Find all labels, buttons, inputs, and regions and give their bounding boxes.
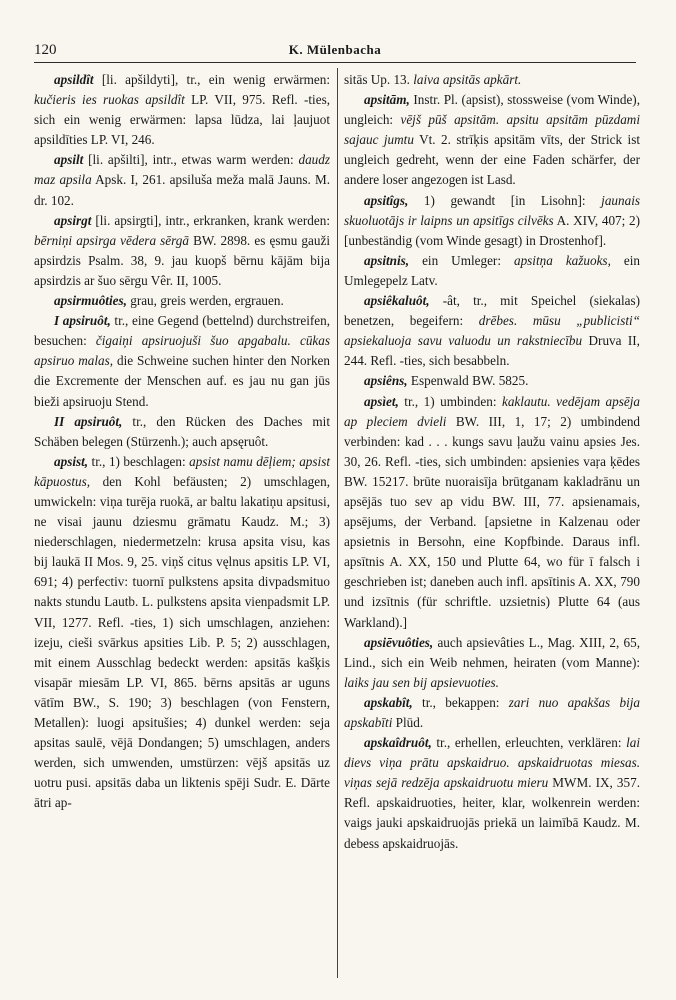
entry-text: ein Umlegepelz Latv. bbox=[344, 252, 640, 288]
example-text: laiva apsitās apkārt. bbox=[413, 72, 522, 87]
headword: apsist, bbox=[54, 453, 89, 469]
entry-text: Druva II, 244. Refl. -ties, sich besabbeln. bbox=[344, 333, 640, 369]
entry-text: BW. III, 1, 17; 2) umbindend verbinden: kad . . . kungs savu ļaužu vainu apsies Jes. 30, 26. Refl. -ties, sich umbinden: apsienies vaŗa ķēdes BW. 15217. brūte nuoraisīja brūtganam kakladrānu un apsējās tuo sev ap vidu BW. III, 77. apsienamais, apsējums, der Verband. [apsietne in Kalzenau oder apsietnis in Bersohn, eine Kopfbinde. Daraus infl. apsītnis A. XX, 150 und Plutte 64, wo für ī falsch i geschrieben ist; daneben auch infl. apsītinis A. XX, 790 und izsītnis (für schriftle. uzsietnis) Plutte 64 (aus Warkland).] bbox=[344, 413, 641, 630]
headword: II apsiruôt, bbox=[54, 413, 123, 429]
example-text: čigaiņi apsiruojuši šuo apgabalu. cūkas apsiruo malas, bbox=[34, 333, 331, 369]
page-header bbox=[34, 42, 636, 63]
example-text: kaklautu. vedējam apsēja ap pleciem dvieli bbox=[344, 393, 640, 429]
entry-text: 1) gewandt [in Lisohn]: bbox=[408, 192, 602, 208]
entry-text: ein Umleger: bbox=[409, 252, 514, 268]
entry-text: tr., 1) beschlagen: bbox=[88, 453, 190, 469]
dictionary-entry bbox=[344, 90, 640, 190]
dictionary-entry bbox=[344, 633, 640, 693]
entry-text: Plūd. bbox=[392, 715, 424, 730]
entry-text: BW. 2898. es ęsmu gauži apsirdzis Psalm. 38, 9. jau kuopš bērnu kājām bija apsirdzis ar šuo sērgu Vêr. II, 1005. bbox=[34, 232, 330, 288]
entry-text: tr., bekappen: bbox=[412, 694, 509, 710]
dictionary-entry bbox=[34, 311, 330, 411]
dictionary-entry bbox=[344, 291, 640, 371]
headword: apsirmuôties, bbox=[54, 293, 127, 309]
example-text: laiks jau sen bij apsievuoties. bbox=[344, 674, 499, 690]
example-text: drēbes. mūsu „publicisti“ apsiekaluoja savu valuodu un rakstniecību bbox=[344, 313, 640, 349]
headword: apsiēvuôties, bbox=[364, 634, 434, 650]
page-number: 120 bbox=[34, 42, 57, 58]
dictionary-entry bbox=[34, 70, 330, 150]
entry-text: [li. apšilti], intr., etwas warm werden: bbox=[83, 152, 299, 168]
example-text: vējš pūš apsitām. apsitu apsitām pūzdami sajauc jumtu bbox=[344, 112, 640, 148]
entry-text: -ât, tr., mit Speichel (siekalas) benetzen, begeifern: bbox=[344, 293, 640, 329]
dictionary-entry bbox=[344, 191, 640, 251]
running-head: K. Mülenbacha bbox=[288, 42, 382, 57]
entry-text: grau, greis werden, ergrauen. bbox=[126, 293, 284, 309]
headword: I apsiruôt, bbox=[54, 313, 111, 329]
dictionary-entry bbox=[344, 693, 640, 733]
entry-text: MWM. IX, 357. Refl. apskaidruoties, heiter, klar, wolkenrein werden: vaigs jauki apskaidruojās priekā un laimībā Kaudz. M. debess apskaidruojās. bbox=[344, 775, 640, 851]
entry-text: die Schweine suchen hinter den Norken die Excremente der Menschen auf. es jau nu gan jūs bieži apsiruoju Stend. bbox=[34, 353, 330, 409]
dictionary-entry bbox=[344, 70, 640, 90]
example-text: lai dievs viņa prātu apskaidruo. apskaidruotas miesas. viņas sejā redzēja apskaidruotu mieru bbox=[344, 735, 640, 791]
entry-text: den Kohl befäusten; 2) umschlagen, umwickeln: viņa turēja ruokā, ar baltu lakatiņu apsitusi, ne visai jaunu dziesmu grāmatu Kaudz. M.; 3) niederschlagen, niedermetzeln: krusa apsita visu, kas bij laukā II Mos. 9, 25. viņš citus vęlnus apsitis LP. VI, 691; 4) perfectiv: tuornī pulkstens apsita divpadsmituo nakts stundu Lautb. L. pulkstens apsita vienpadsmit LP. VII, 1277. Refl. -ties, 1) sich umschlagen, anziehen: izeju, cieši svārkus apsities Lib. P. 5; 2) ausschlagen, mit einem Ausschlag bedeckt werden: apsitās kašķis visapār miesām LP. VI, 865. bērns apsitās ar uguns vātīm BW., S. 190; 3) beschlagen (von Fenstern, Metallen): luogi apsitušies; 4) dunkel werden: seja apsitas saulē, vējā Dondangen; 5) umschlagen, anders werden, sich umwenden, umstürzen: vējš apsitās uz uotru pusi. apsitās daba un liktenis spēji Sudr. E. Dārte ātri ap- bbox=[34, 473, 330, 811]
entry-text: LP. VII, 975. Refl. -ties, sich ein wenig erwärmen: lapsa lūdza, lai ļaujuot apsildīties LP. VI, 246. bbox=[34, 92, 330, 148]
entry-text: tr., erhellen, erleuchten, verklären: bbox=[431, 735, 627, 751]
entry-text: tr., 1) umbinden: bbox=[398, 393, 502, 409]
headword: apsiêkaluôt, bbox=[364, 293, 430, 309]
example-text: apsist namu dēļiem; apsist kāpuostus, bbox=[34, 453, 330, 489]
headword: apsildît bbox=[54, 72, 94, 87]
example-text: jaunais skuoluotājs ir laipns un apsitīgs cilvēks bbox=[344, 192, 640, 228]
headword: apsitām, bbox=[364, 92, 410, 108]
entry-text: sitās Up. 13. bbox=[344, 72, 414, 87]
dictionary-entry bbox=[344, 733, 640, 854]
dictionary-entry bbox=[344, 251, 640, 291]
headword: apsiêns, bbox=[364, 373, 408, 389]
example-text: daudz maz apsila bbox=[34, 152, 330, 188]
entry-text: A. XIV, 407; 2) [unbeständig (vom Winde gesagt) in Drostenhof]. bbox=[344, 212, 640, 248]
example-text: kučieris ies ruokas apsildît bbox=[34, 92, 185, 108]
example-text: bērniņi apsirga vēdera sērgā bbox=[34, 232, 189, 248]
entry-text: auch apsievâties L., Mag. XIII, 2, 65, Lind., sich ein Weib nehmen, heiraten (vom Manne): bbox=[344, 634, 640, 670]
entry-text: Instr. Pl. (apsist), stossweise (vom Winde), ungleich: bbox=[344, 92, 640, 128]
headword: apsilt bbox=[54, 152, 84, 168]
entry-text: [li. apšildyti], tr., ein wenig erwärmen: bbox=[93, 72, 330, 87]
entry-text: tr., den Rücken des Daches mit Schäben belegen (Stürzenh.); auch apsęruôt. bbox=[34, 413, 330, 449]
entry-text: Apsk. I, 261. apsiluša meža malā Jauns. M. dr. 102. bbox=[34, 172, 330, 208]
left-column bbox=[34, 70, 330, 813]
entry-text: [li. apsirgti], intr., erkranken, krank werden: bbox=[91, 212, 330, 228]
headword: apsitnis, bbox=[364, 252, 410, 268]
entry-text: Vt. 2. strīķis apsitām vīts, der Strick ist ungleich gedreht, wenn der eine Faden schärfer, der andere loser angezogen ist Lasd. bbox=[344, 132, 640, 188]
dictionary-entry bbox=[34, 211, 330, 291]
headword: apsìet, bbox=[364, 393, 399, 409]
entry-text: Espenwald BW. 5825. bbox=[407, 373, 529, 389]
dictionary-entry bbox=[344, 392, 640, 633]
headword: apskaîdruôt, bbox=[364, 735, 432, 751]
dictionary-entry bbox=[344, 371, 640, 391]
dictionary-entry bbox=[34, 150, 330, 210]
column-divider bbox=[337, 68, 338, 978]
right-column bbox=[344, 70, 640, 854]
dictionary-entry bbox=[34, 412, 330, 452]
dictionary-entry bbox=[34, 291, 330, 311]
example-text: apsitņa kažuoks, bbox=[513, 252, 611, 268]
example-text: zari nuo apakšas bija apskabīti bbox=[344, 694, 640, 730]
headword: apsirgt bbox=[54, 212, 92, 228]
headword: apsitîgs, bbox=[364, 192, 409, 208]
entry-text: tr., eine Gegend (bettelnd) durchstreifen, besuchen: bbox=[34, 313, 330, 349]
headword: apskabît, bbox=[364, 694, 413, 710]
dictionary-entry bbox=[34, 452, 330, 814]
